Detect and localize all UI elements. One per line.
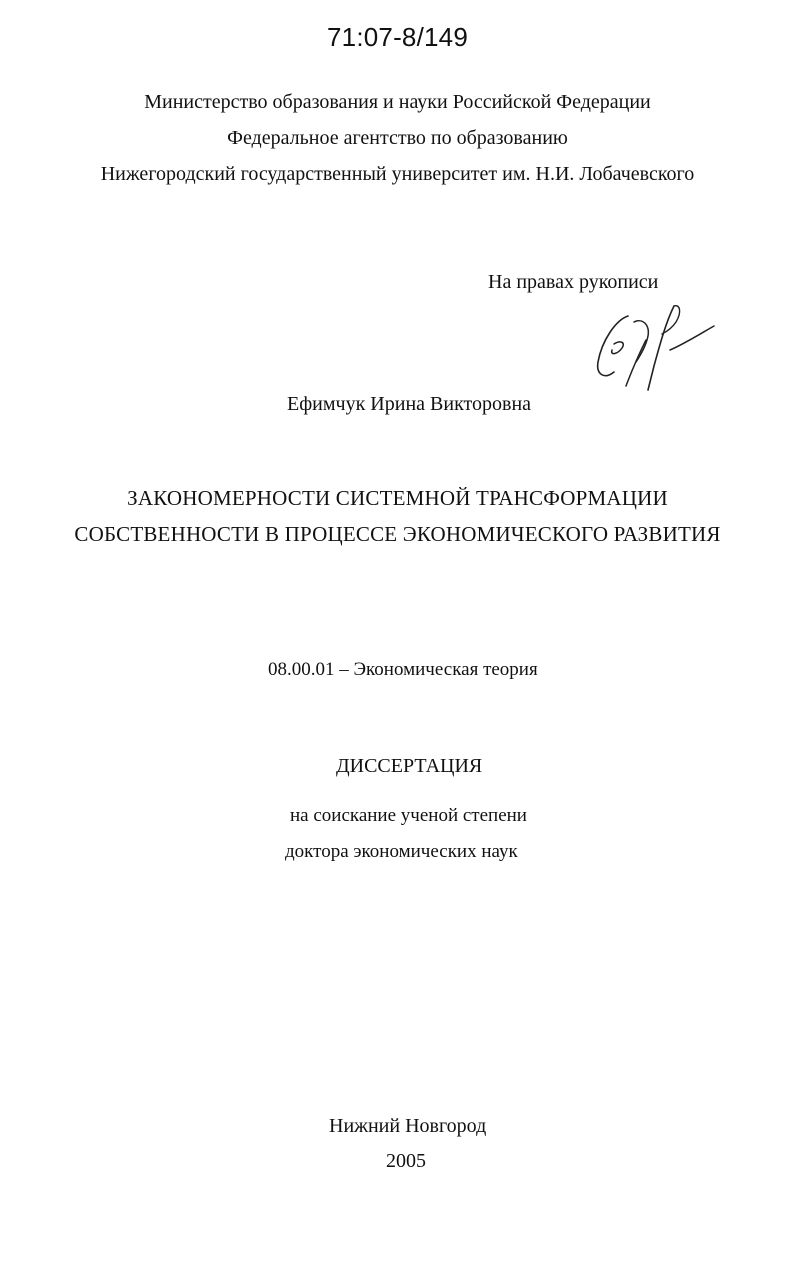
university-name: Нижегородский государственный университет им. Н.И. Лобачевского bbox=[100, 163, 695, 185]
degree-line-2: доктора экономических наук bbox=[285, 841, 518, 862]
work-type: ДИССЕРТАЦИЯ bbox=[336, 755, 483, 777]
city: Нижний Новгород bbox=[329, 1115, 487, 1137]
degree-line-1: на соискание ученой степени bbox=[290, 805, 527, 826]
handwritten-signature bbox=[588, 300, 718, 395]
title-line-2: СОБСТВЕННОСТИ В ПРОЦЕССЕ ЭКОНОМИЧЕСКОГО РАЗВИТИЯ bbox=[74, 522, 721, 546]
title-line-1: ЗАКОНОМЕРНОСТИ СИСТЕМНОЙ ТРАНСФОРМАЦИИ bbox=[127, 486, 668, 510]
manuscript-note: На правах рукописи bbox=[488, 271, 659, 293]
agency-name: Федеральное агентство по образованию bbox=[227, 127, 568, 149]
specialty-code: 08.00.01 – Экономическая теория bbox=[268, 659, 538, 680]
ministry-name: Министерство образования и науки Российской Федерации bbox=[144, 91, 651, 113]
author-name: Ефимчук Ирина Викторовна bbox=[287, 393, 532, 415]
call-number: 71:07-8/149 bbox=[327, 22, 468, 52]
year: 2005 bbox=[386, 1150, 426, 1172]
